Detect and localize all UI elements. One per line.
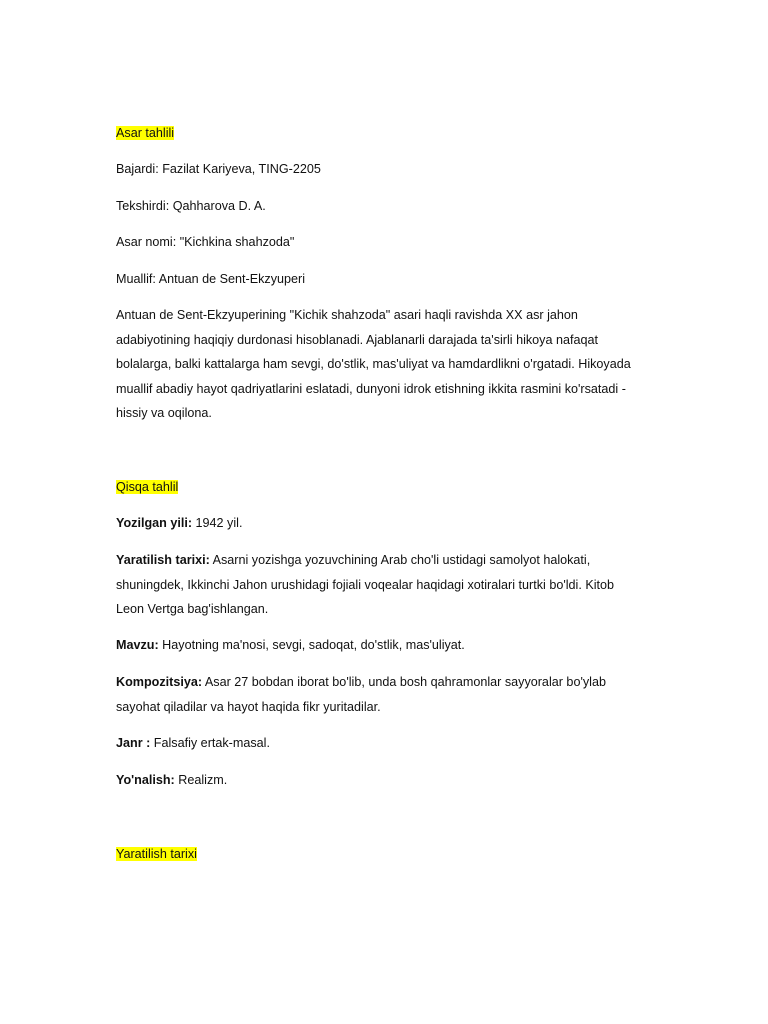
yozilgan-yili-label: Yozilgan yili:	[116, 516, 193, 530]
yaratilish-tarixi-label: Yaratilish tarixi:	[116, 553, 210, 567]
kompozitsiya-line: sayohat qiladilar va hayot haqida fikr yuritadilar.	[116, 699, 381, 714]
janr-value: Falsafiy ertak-masal.	[150, 736, 270, 750]
yaratilish-tarixi-paragraph	[116, 548, 658, 622]
intro-line: bolalarga, balki kattalarga ham sevgi, do'stlik, mas'uliyat va hamdardlikni o'rgatadi. Hikoyada	[116, 357, 631, 371]
mavzu-label: Mavzu:	[116, 638, 159, 652]
yozilgan-yili-value: 1942 yil.	[192, 516, 243, 530]
muallif-line: Muallif: Antuan de Sent-Ekzyuperi	[116, 272, 306, 286]
janr-label: Janr :	[116, 736, 151, 750]
yonalish-line	[116, 768, 227, 793]
tekshirdi-line: Tekshirdi: Qahharova D. A.	[116, 199, 266, 213]
yonalish-label: Yo'nalish:	[116, 773, 175, 787]
yaratilish-line: Yaratilish tarixi: Asarni yozishga yozuvchining Arab cho'li ustidagi samolyot halokati,	[116, 553, 591, 567]
kompozitsiya-line: Kompozitsiya: Asar 27 bobdan iborat bo'lib, unda bosh qahramonlar sayyoralar bo'ylab	[116, 675, 606, 689]
mavzu-line	[116, 633, 465, 658]
yaratilish-line: Leon Vertga bag'ishlangan.	[116, 602, 269, 616]
intro-line: adabiyotining haqiqiy durdonasi hisoblanadi. Ajablanarli darajada ta'sirli hikoya nafaqat	[116, 332, 598, 347]
intro-paragraph	[116, 303, 658, 426]
heading-yaratilish-tarixi: Yaratilish tarixi	[116, 847, 197, 861]
janr-line	[116, 731, 270, 756]
kompozitsiya-label: Kompozitsiya:	[116, 675, 203, 689]
intro-line: hissiy va oqilona.	[116, 406, 212, 420]
asar-nomi-line: Asar nomi: "Kichkina shahzoda"	[116, 235, 295, 249]
bajardi-line: Bajardi: Fazilat Kariyeva, TING-2205	[116, 162, 321, 176]
heading-asar-tahlili: Asar tahlili	[116, 126, 175, 140]
yozilgan-yili-line	[116, 511, 242, 536]
kompozitsiya-paragraph	[116, 670, 658, 719]
heading-qisqa-tahlil: Qisqa tahlil	[116, 480, 179, 494]
yaratilish-line: shuningdek, Ikkinchi Jahon urushidagi fojiali voqealar haqidagi xotiralari turtki bo'ldi. Kitob	[116, 577, 615, 592]
intro-line: muallif abadiy hayot qadriyatlarini eslatadi, dunyoni idrok etishning ikkita rasmini ko'rsatadi -	[116, 381, 626, 396]
yonalish-value: Realizm.	[174, 773, 228, 787]
intro-line: Antuan de Sent-Ekzyuperining "Kichik shahzoda" asari haqli ravishda XX asr jahon	[116, 308, 578, 322]
mavzu-value: Hayotning ma'nosi, sevgi, sadoqat, do'stlik, mas'uliyat.	[158, 638, 465, 652]
